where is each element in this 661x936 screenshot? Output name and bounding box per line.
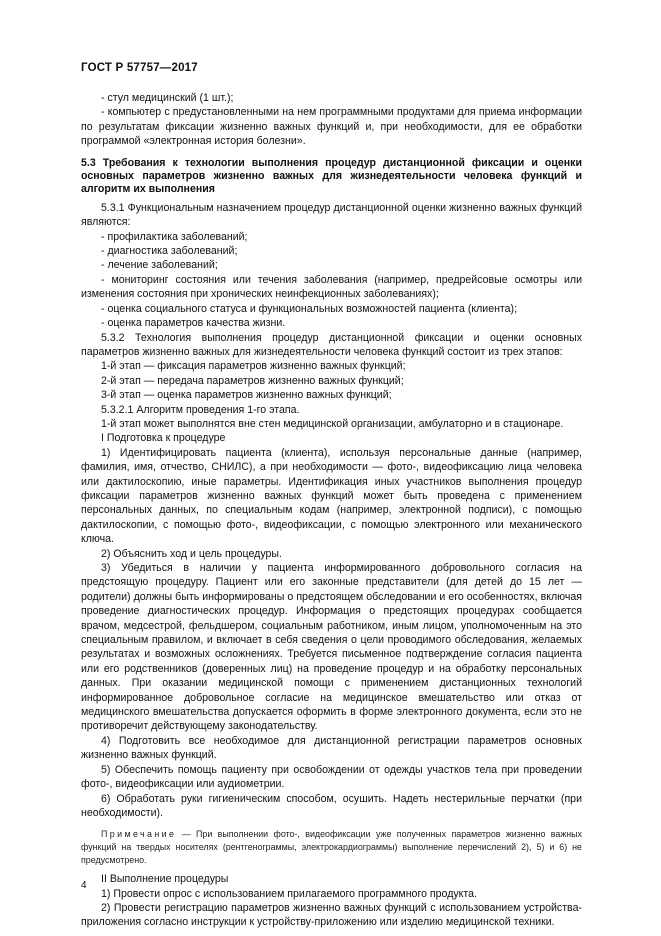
body-paragraph: 5) Обеспечить помощь пациенту при освобождении от одежды участков тела при проведении фото-, видеофиксации или аудиометрии. <box>81 763 582 791</box>
note-text: — При выполнении фото-, видеофиксации уже полученных параметров жизненно важных функций на твердых носителях (рентгенограммы, электрокардиограммы) выполнение перечислений 2), 5) и 6) не предусмотрено. <box>81 829 582 865</box>
body-paragraph: 1-й этап может выполнятся вне стен медицинской организации, амбулаторно и в стационаре. <box>101 417 564 430</box>
body-paragraph: 2-й этап — передача параметров жизненно важных функций; <box>101 374 404 387</box>
body-paragraph: - компьютер с предустановленными на нем программными продуктами для приема информации по результатам фиксации жизненно важных функций и, при необходимости, для ее обработки программой «электронная история болезни». <box>81 106 582 148</box>
page-number: 4 <box>81 880 87 891</box>
body-paragraph: - стул медицинский (1 шт.); <box>101 92 234 104</box>
body-paragraph: 1) Провести опрос с использованием прилагаемого программного продукта. <box>101 887 477 900</box>
body-paragraph: 2) Провести регистрацию параметров жизненно важных функций с использованием устройства-приложения согласно инструкции к устройству-приложению или изделию медицинской техники. <box>81 901 582 929</box>
body-paragraph: 5.3.2 Технология выполнения процедур дистанционной фиксации и оценки основных параметров жизненно важных для жизнедеятельности человека функций состоит из трех этапов: <box>81 331 582 358</box>
body-paragraph: - мониторинг состояния или течения заболевания (например, предрейсовые осмотры или изменения состояния при хронических неинфекционных заболеваниях); <box>81 273 582 301</box>
body-paragraph: 3) Убедиться в наличии у пациента информированного добровольного согласия на предстоящую процедуру. Пациент или его законные представители (для детей до 15 лет — родители) должны быть информированы о предстоящем обследовании и его особенностях, включая проведение диагностических процедур. Информация о предстоящих процедурах сообщается врачом, медсестрой, фельдшером, социальным работником, иным лицом, уполномоченным на это специальным правилом, и включает в себя сведения о цели проводимого обследования, желаемых результатах и возможных осложнениях. Требуется письменное подтверждение согласия пациента или его родственников (доверенных лиц) на проведение процедур и на обработку персональных данных. При оказании медицинской помощи с применением дистанционных технологий информированное добровольное согласие на медицинское вмешательство или отказ от медицинского вмешательства допускается оформить в форме электронного документа, если это не противоречит действующему законодательству. <box>81 562 582 733</box>
section-heading: 5.3 Требования к технологии выполнения процедур дистанционной фиксации и оценки основных параметров жизненно важных для жизнедеятельности человека функций и алгоритм их выполнения <box>81 156 582 196</box>
body-paragraph: 2) Объяснить ход и цель процедуры. <box>101 547 282 560</box>
note-paragraph <box>81 828 582 866</box>
document-body <box>81 91 582 930</box>
body-paragraph: - оценка социального статуса и функциональных возможностей пациента (клиента); <box>101 302 518 315</box>
document-header: ГОСТ Р 57757—2017 <box>81 62 198 74</box>
body-paragraph: - профилактика заболеваний; <box>101 230 248 243</box>
body-paragraph: 3-й этап — оценка параметров жизненно важных функций; <box>101 389 392 402</box>
body-paragraph: 6) Обработать руки гигиеническим способом, осушить. Надеть нестерильные перчатки (при необходимости). <box>81 792 582 819</box>
body-paragraph: I Подготовка к процедуре <box>101 432 226 445</box>
body-paragraph: - оценка параметров качества жизни. <box>101 317 286 330</box>
body-paragraph: - диагностика заболеваний; <box>101 245 238 258</box>
body-paragraph: 5.3.1 Функциональным назначением процедур дистанционной оценки жизненно важных функций являются: <box>81 201 582 229</box>
body-paragraph: - лечение заболеваний; <box>101 259 218 272</box>
note-label: Примечание <box>101 829 177 840</box>
body-paragraph: 1) Идентифицировать пациента (клиента), используя персональные данные (например, фамилия, имя, отчество, СНИЛС), а при необходимости — фото-, видеофиксацию лица человека или дактилоскопию, иные параметры. Идентификация иных участников выполнения процедур фиксации параметров жизненно важных функций может быть проведена с применением персональных данных, по специальным кодам (например, электронной подписи), с помощью дактилоскопии, с помощью фото-, видеофиксации, с помощью электронного или механического ключа. <box>81 446 582 546</box>
body-paragraph: 5.3.2.1 Алгоритм проведения 1-го этапа. <box>101 403 300 416</box>
body-paragraph: 4) Подготовить все необходимое для дистанционной регистрации параметров основных жизненно важных функций. <box>81 734 582 762</box>
body-paragraph: II Выполнение процедуры <box>101 873 229 886</box>
body-paragraph: 1-й этап — фиксация параметров жизненно важных функций; <box>101 360 406 373</box>
